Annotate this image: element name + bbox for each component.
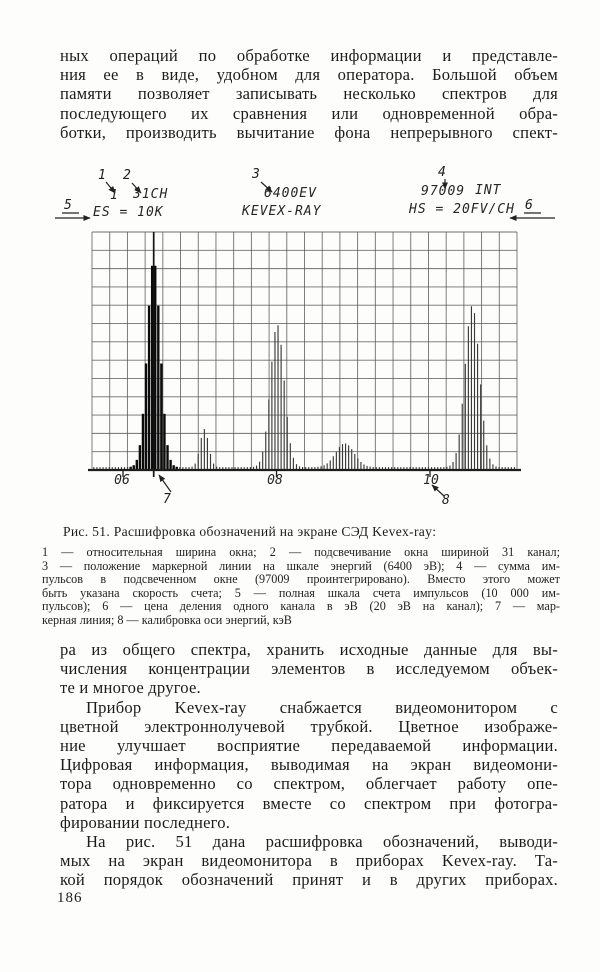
screen-device-name: KEVEX-RAY: [242, 204, 322, 219]
figure-legend: [42, 546, 560, 628]
callout-4: 4: [438, 165, 446, 180]
legend-line: 3 — положение маркерной линии на шкале энергий (6400 эВ); 4 — сумма им-: [42, 558, 560, 573]
legend-line: быть указана скорость счета; 5 — полная шкала счета импульсов (10 000 им-: [42, 585, 560, 600]
callout-arrows: [55, 179, 555, 496]
callout-6: 6: [525, 198, 533, 213]
callout-1: 1: [98, 168, 106, 183]
screen-hs-scale: HS = 20FV/CH: [409, 202, 515, 217]
figure-caption-title: Рис. 51. Расшифровка обозначений на экране СЭД Kevex-ray:: [63, 524, 437, 539]
legend-line: пульсов в подсвеченном окне (97009 проинтегрировано). Вместо этого может: [42, 572, 560, 587]
callout-7: 7: [163, 492, 171, 507]
legend-line: пульсов); 6 — цена деления одного канала в эВ (20 эВ на канал); 7 — мар-: [42, 599, 560, 614]
body-paragraphs: [60, 640, 558, 890]
text-line: мых на экран видеомонитора в приборах Kevex-ray. Та-: [60, 851, 558, 871]
legend-line: 1 — относительная ширина окна; 2 — подсвечивание окна шириной 31 канал;: [42, 545, 560, 559]
x-tick-label-08: 08: [267, 473, 283, 488]
x-tick-label-10: 10: [423, 473, 439, 488]
text-line: те и многое другое.: [60, 678, 201, 698]
text-line: ра из общего спектра, хранить исходные данные для вы-: [60, 640, 558, 659]
text-line: цветной электроннолучевой трубкой. Цветное изображе-: [60, 716, 558, 736]
screen-window-width: 31CH: [133, 187, 169, 202]
callout-8: 8: [442, 493, 450, 508]
screen-marker-energy: 6400EV: [264, 186, 317, 201]
text-line: тора одновременно со спектром, облегчает работу опе-: [60, 774, 558, 794]
screen-integral-mode: INT: [475, 183, 502, 198]
top-paragraph: [60, 46, 558, 142]
text-line: ботки, производить вычитание фона непрерывного спект-: [60, 122, 558, 142]
text-line: кой порядок обозначений принят и в других приборах.: [60, 870, 558, 890]
text-line: ние улучшает восприятие передаваемой информации.: [60, 736, 558, 756]
text-line: ратора и фиксируется вместе со спектром при фотогра-: [60, 793, 558, 813]
text-line: числения концентрации элементов в исследуемом объек-: [60, 659, 558, 679]
page-number: 186: [57, 890, 83, 906]
text-line: памяти позволяет записывать несколько спектров для: [60, 84, 558, 104]
callout-2: 2: [123, 168, 131, 183]
text-line: Прибор Kevex-ray снабжается видеомонитором с: [86, 697, 558, 717]
text-line: Цифровая информация, выводимая на экран видеомони-: [60, 755, 558, 775]
text-line: фировании последнего.: [60, 812, 231, 832]
legend-line: керная линия; 8 — калибровка оси энергий, кэВ: [42, 612, 292, 627]
figure-51-spectrum-display: [0, 165, 600, 515]
screen-es-scale: ES = 10K: [93, 205, 164, 220]
screen-window-count: 1: [110, 188, 119, 203]
screen-integral: 97009: [421, 184, 466, 199]
text-line: На рис. 51 дана расшифровка обозначений, выводи-: [86, 832, 558, 852]
text-line: последующего их сравнения или одновременной обра-: [60, 103, 558, 123]
text-line: ния ее в виде, удобном для оператора. Большой объем: [60, 65, 558, 85]
x-tick-label-06: 06: [114, 473, 130, 488]
callout-3: 3: [252, 167, 260, 182]
callout-5: 5: [64, 198, 72, 213]
text-line: ных операций по обработке информации и представле-: [60, 46, 558, 65]
